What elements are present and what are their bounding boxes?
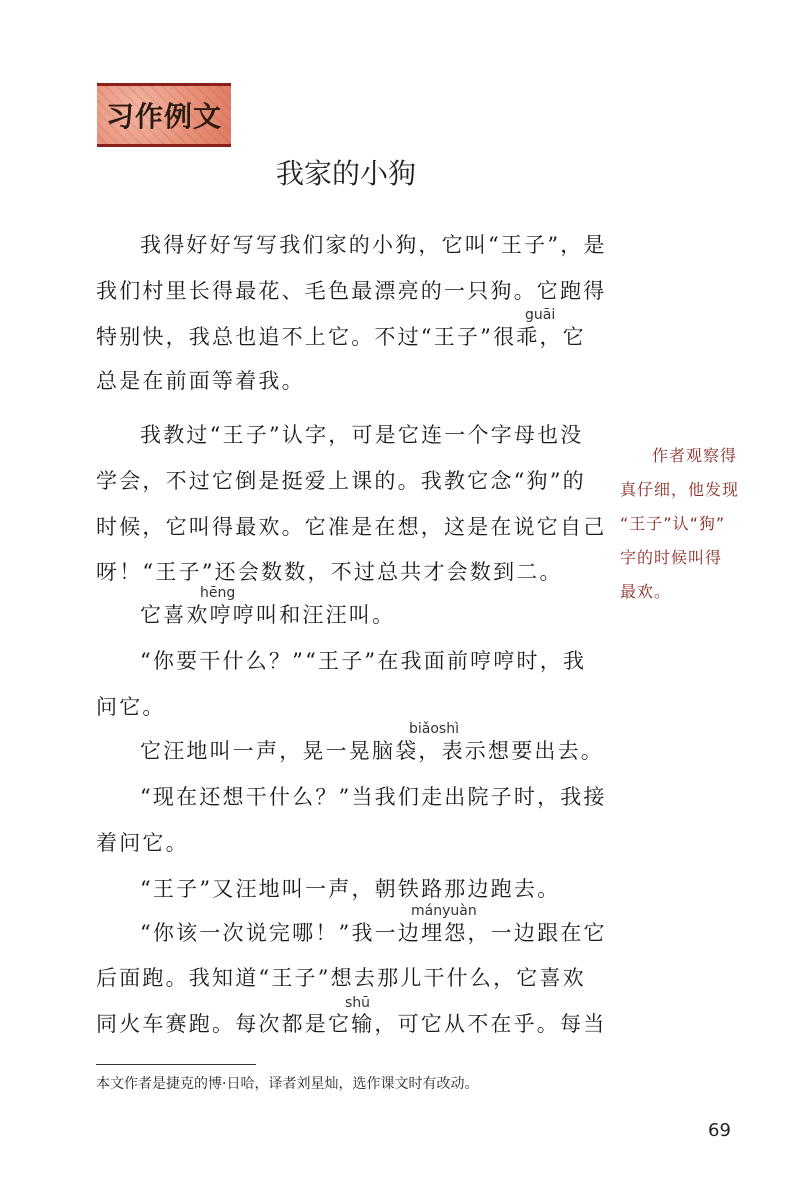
footnote-divider: [96, 1064, 256, 1065]
margin-note-line: 最欢。: [620, 582, 672, 601]
body-line: 我们村里长得最花、毛色最漂亮的一只狗。它跑得: [96, 279, 607, 303]
body-line: 呀！“王子”还会数数，不过总共才会数到二。: [96, 560, 563, 584]
page-number: 69: [708, 1120, 731, 1141]
body-line: 学会，不过它倒是挺爱上课的。我教它念“狗”的: [96, 469, 586, 493]
body-line: “你该一次说完哪！”我一边埋怨，一边跟在它: [140, 921, 607, 945]
margin-note-line: “王子”认“狗”: [620, 514, 726, 533]
body-line: 总是在前面等着我。: [96, 369, 305, 393]
body-line: 着问它。: [96, 831, 189, 855]
margin-note-line: 作者观察得: [652, 446, 738, 465]
pinyin-annotation: mányuàn: [411, 903, 477, 919]
section-badge: [97, 83, 231, 147]
body-line: 我得好好写写我们家的小狗，它叫“王子”，是: [140, 233, 607, 257]
body-line: 我教过“王子”认字，可是它连一个字母也没: [140, 423, 584, 447]
margin-note-line: 字的时候叫得: [620, 548, 723, 567]
body-line: “现在还想干什么？”当我们走出院子时，我接: [140, 785, 607, 809]
body-line: “王子”又汪地叫一声，朝铁路那边跑去。: [140, 877, 561, 901]
body-line: 同火车赛跑。每次都是它输，可它从不在乎。每当: [96, 1012, 607, 1036]
body-line: 特别快，我总也追不上它。不过“王子”很乖，它: [96, 325, 586, 349]
footnote: 本文作者是捷克的博·日哈，译者刘星灿，选作课文时有改动。: [96, 1076, 479, 1092]
pinyin-annotation: biǎoshì: [409, 721, 459, 737]
body-line: 时候，它叫得最欢。它准是在想，这是在说它自己: [96, 515, 607, 539]
body-line: 问它。: [96, 695, 166, 719]
article-title: 我家的小狗: [275, 157, 416, 190]
pinyin-annotation: guāi: [525, 307, 556, 323]
body-line: 它汪地叫一声，晃一晃脑袋，表示想要出去。: [140, 739, 604, 763]
margin-note-line: 真仔细，他发现: [620, 480, 740, 499]
body-line: 它喜欢哼哼叫和汪汪叫。: [140, 603, 396, 627]
body-line: “你要干什么？”“王子”在我面前哼哼时，我: [140, 649, 587, 673]
body-line: 后面跑。我知道“王子”想去那儿干什么，它喜欢: [96, 966, 586, 990]
section-badge-label: 习作例文: [105, 100, 222, 133]
pinyin-annotation: shū: [345, 995, 371, 1011]
pinyin-annotation: hēng: [200, 585, 236, 601]
